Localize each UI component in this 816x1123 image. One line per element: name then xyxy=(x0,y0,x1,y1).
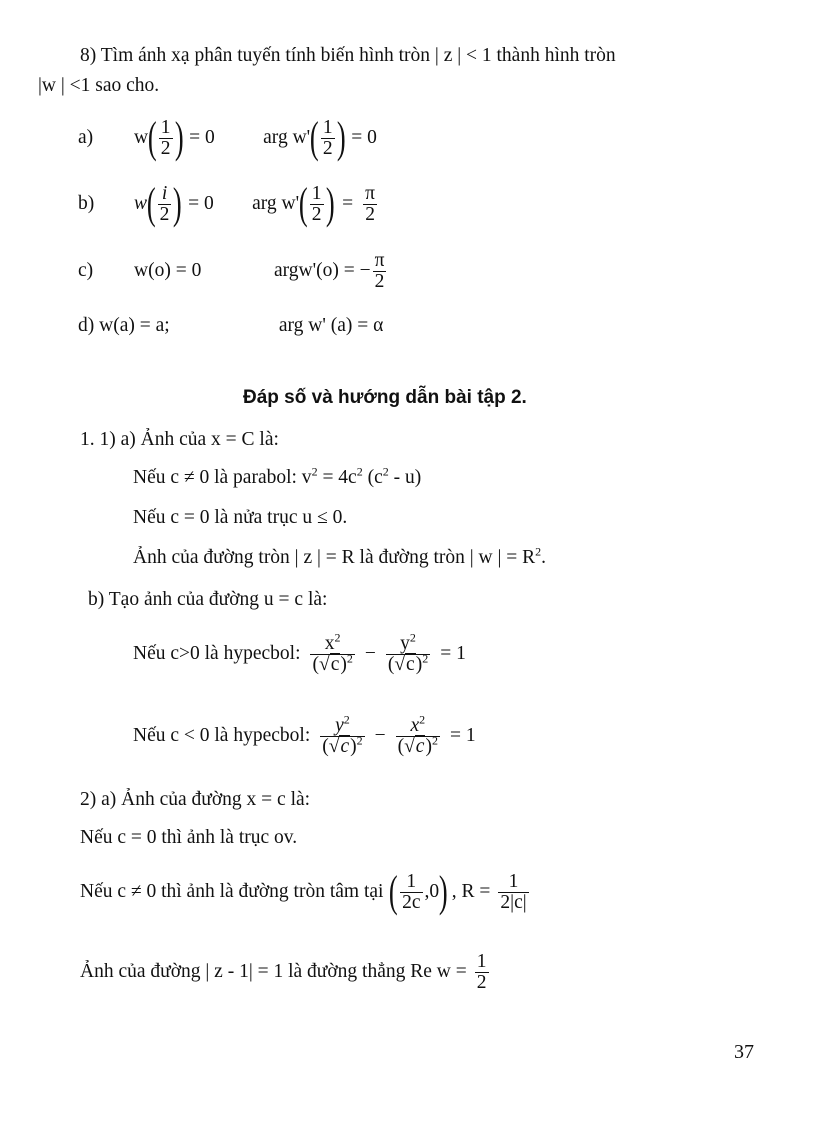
answer-2-line4-text: Ảnh của đường | z - 1| = 1 là đường thẳng Re w = xyxy=(80,961,467,982)
paren-left: ( xyxy=(299,179,308,228)
paren-left: ( xyxy=(310,113,319,162)
problem-8-intro-line1: 8) Tìm ánh xạ phân tuyến tính biến hình tròn | z | < 1 thành hình tròn xyxy=(80,45,616,66)
condition-b-arg-eq: = xyxy=(342,193,354,214)
condition-a-label: a) xyxy=(78,127,94,148)
condition-b-fn: w xyxy=(134,193,148,214)
fraction: $\frac{1}{2}$ xyxy=(476,950,487,993)
condition-a-arg-eq: = 0 xyxy=(351,127,377,148)
radius-label: , R = xyxy=(451,881,491,902)
fraction: $\frac{1}{2}$ xyxy=(311,182,322,225)
hyperbola-negative: Nếu c < 0 là hypecbol: $\frac{y^2}{(√c)^2}$ − $\frac{x^2}{(√c)^2}$ = 1 xyxy=(133,712,476,757)
paren-right: ) xyxy=(325,179,335,228)
fraction: $\frac{\pi}{2}$ xyxy=(365,182,376,225)
page-number: 37 xyxy=(734,1041,754,1063)
condition-a-eq: = 0 xyxy=(189,127,215,148)
answer-2-circle xyxy=(80,860,531,924)
condition-c-value: w(o) = 0 xyxy=(134,260,202,281)
paren-left: ( xyxy=(148,113,157,162)
answer-1-half-axis: Nếu c = 0 là nửa trục u ≤ 0. xyxy=(133,507,348,528)
fraction: $\frac{y^2}{(√c)^2}$ xyxy=(322,712,363,757)
answers-heading: Đáp số và hướng dẫn bài tập 2. xyxy=(243,387,527,408)
answer-2-line4 xyxy=(80,944,491,1000)
condition-a-arg: arg w' xyxy=(263,127,311,148)
fraction: $\frac{1}{2|c|}$ xyxy=(500,870,527,913)
fraction: $\frac{1}{2c}$ xyxy=(402,870,421,913)
answer-1b-line: b) Tạo ảnh của đường u = c là: xyxy=(88,589,328,610)
condition-b-eq: = 0 xyxy=(188,193,214,214)
answer-1-parabola: Nếu c ≠ 0 là parabol: $v^2 = 4c^2$ $(c^2 - u)$ xyxy=(133,464,422,488)
paren-right: ) xyxy=(173,179,183,228)
answer-2-line2: Nếu c = 0 thì ảnh là trục ov. xyxy=(80,827,298,848)
center-tail: ,0 xyxy=(424,881,440,902)
hyperbola-positive-label: Nếu c>0 là hypecbol: xyxy=(133,643,301,664)
fraction: $\frac{x^2}{(√c)^2}$ xyxy=(397,712,438,757)
condition-a-fn: w xyxy=(134,127,149,148)
fraction: $\frac{\pi}{2}$ xyxy=(374,249,385,292)
answer-1-line1: 1. 1) a) Ảnh của x = C là: xyxy=(80,429,279,450)
hyperbola-negative-label: Nếu c < 0 là hypecbol: xyxy=(133,725,311,746)
answer-1-circle: Ảnh của đường tròn | z | = R là đường tròn | w | = $R^2$. xyxy=(133,544,547,568)
hyperbola-positive: Nếu c>0 là hypecbol: $\frac{x^2}{(√c)^2}$ − $\frac{y^2}{(√c)^2}$ = 1 xyxy=(133,630,466,675)
problem-8-intro-line2: |w | <1 sao cho. xyxy=(38,75,160,96)
fraction: $\frac{i}{2}$ xyxy=(159,182,170,225)
fraction: $\frac{x^2}{(√c)^2}$ xyxy=(312,630,353,675)
paren-left: ( xyxy=(146,179,156,228)
answer-2-line1: 2) a) Ảnh của đường x = c là: xyxy=(80,789,311,810)
paren-right: ) xyxy=(439,867,448,916)
condition-b-label: b) xyxy=(78,193,95,214)
condition-d-arg: arg w' (a) = α xyxy=(278,315,384,336)
condition-a xyxy=(78,110,377,166)
answer-2-circle-text: Nếu c ≠ 0 thì ảnh là đường tròn tâm tại xyxy=(80,881,384,902)
condition-c xyxy=(78,246,388,296)
condition-b-arg: arg w' xyxy=(252,193,300,214)
condition-c-label: c) xyxy=(78,260,94,281)
fraction: $\frac{y^2}{(√c)^2}$ xyxy=(387,630,429,675)
condition-c-arg: argw'(o) = − xyxy=(274,260,371,281)
paren-left: ( xyxy=(389,867,399,916)
fraction: $\frac{1}{2}$ xyxy=(160,116,171,159)
condition-d xyxy=(78,314,383,338)
fraction: $\frac{1}{2}$ xyxy=(322,116,333,159)
condition-b xyxy=(78,176,379,232)
paren-right: ) xyxy=(174,113,184,162)
paren-right: ) xyxy=(336,113,346,162)
condition-d-label: d) w(a) = a; xyxy=(78,315,170,336)
